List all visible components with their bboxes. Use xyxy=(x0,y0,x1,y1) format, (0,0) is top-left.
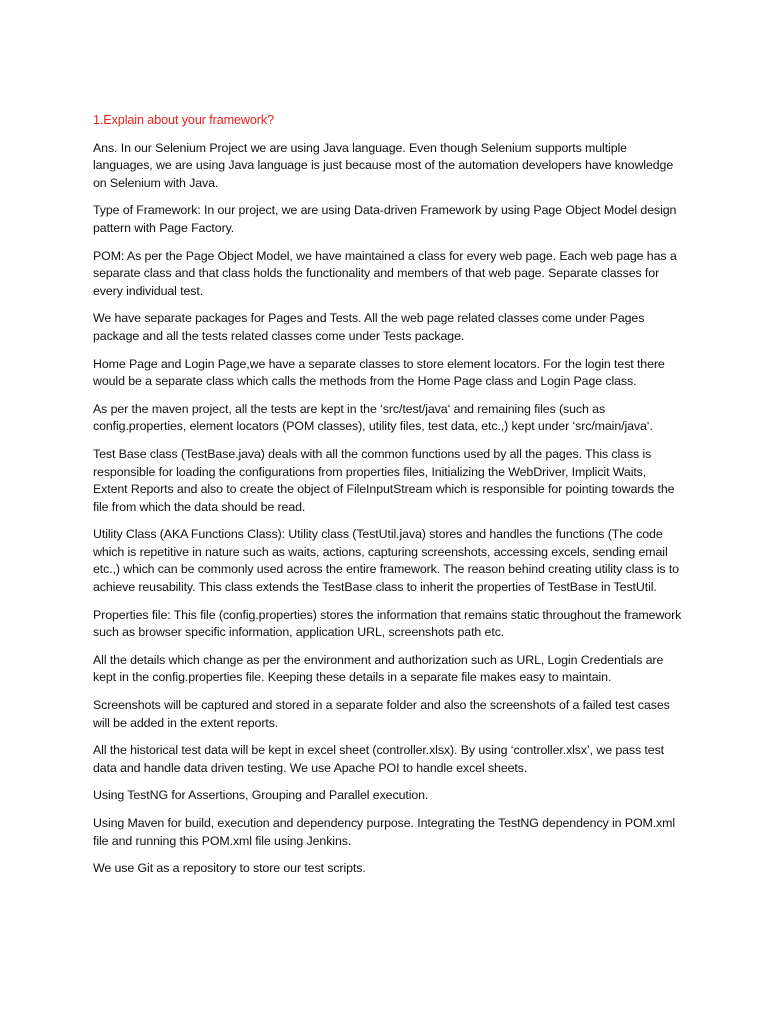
framework-type-paragraph: Type of Framework: In our project, we are using Data-driven Framework by using Page Object Model design pattern with Page Factory. xyxy=(93,203,677,235)
maven-build-paragraph: Using Maven for build, execution and dependency purpose. Integrating the TestNG dependency in POM.xml file and running this POM.xml file using Jenkins. xyxy=(93,816,676,848)
answer-paragraph-intro: Ans. In our Selenium Project we are using Java language. Even though Selenium supports multiple languages, we are using Java language is just because most of the automation developers have knowledge on Selenium with Java. xyxy=(93,140,674,190)
utility-class-paragraph: Utility Class (AKA Functions Class): Utility class (TestUtil.java) stores and handles the functions (The code which is repetitive in nature such as waits, actions, capturing screenshots, accessing excels, sending email etc.,) which can be commonly used across the entire framework. The reason behind creating utility class is to achieve reusability. This class extends the TestBase class to inherit the properties of TestBase in TestUtil. xyxy=(93,527,679,595)
pom-paragraph: POM: As per the Page Object Model, we have maintained a class for every web page. Each web page has a separate class and that class holds the functionality and members of that web page. Separate classes for every individual test. xyxy=(93,248,677,298)
question-heading: 1.Explain about your framework? xyxy=(93,113,275,127)
testng-paragraph: Using TestNG for Assertions, Grouping and Parallel execution. xyxy=(93,788,429,803)
git-paragraph: We use Git as a repository to store our test scripts. xyxy=(93,861,366,876)
environment-details-paragraph: All the details which change as per the environment and authorization such as URL, Login Credentials are kept in the config.properties file. Keeping these details in a separate file makes easy to maintain. xyxy=(93,652,664,685)
test-data-paragraph: All the historical test data will be kept in excel sheet (controller.xlsx). By using ‘controller.xlsx’, we pass test data and handle data driven testing. We use Apache POI to handle excel sheets. xyxy=(93,743,665,775)
packages-paragraph: We have separate packages for Pages and Tests. All the web page related classes come under Pages package and all the tests related classes come under Tests package. xyxy=(93,311,645,343)
document-body xyxy=(93,112,683,888)
test-base-paragraph: Test Base class (TestBase.java) deals with all the common functions used by all the pages. This class is responsible for loading the configurations from properties files, Initializing the WebDriver, Implicit Waits, Extent Reports and also to create the object of FileInputStream which is responsible for pointing towards the file from which the data should be read. xyxy=(93,446,675,514)
locators-paragraph: Home Page and Login Page,we have a separate classes to store element locators. For the login test there would be a separate class which calls the methods from the Home Page class and Login Page class. xyxy=(93,356,665,389)
screenshots-paragraph: Screenshots will be captured and stored in a separate folder and also the screenshots of a failed test cases will be added in the extent reports. xyxy=(93,698,670,730)
maven-structure-paragraph: As per the maven project, all the tests are kept in the ‘src/test/java‘ and remaining files (such as config.properties, element locators (POM classes), utility files, test data, etc.,) kept under ‘src/main/java‘. xyxy=(93,401,653,434)
properties-file-paragraph: Properties file: This file (config.properties) stores the information that remains static throughout the framework such as browser specific information, application URL, screenshots path etc. xyxy=(93,607,682,640)
